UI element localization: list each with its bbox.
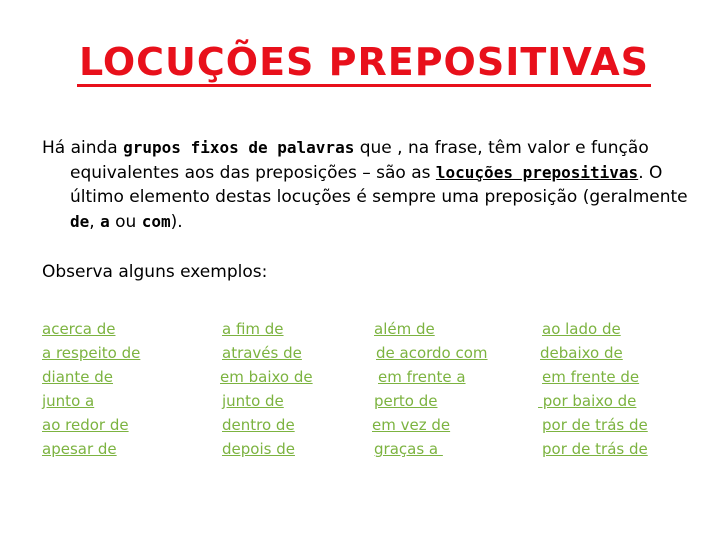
intro-text-3: . O último elemento destas locuções é sempre uma preposição (geralmente <box>70 162 688 207</box>
example-link[interactable]: em vez de <box>372 416 451 434</box>
intro-word-com: com <box>141 211 171 231</box>
example-link[interactable]: a respeito de <box>42 344 141 362</box>
example-link[interactable]: diante de <box>42 368 114 386</box>
example-link[interactable]: a fim de <box>222 320 284 338</box>
observe-heading: Observa alguns exemplos: <box>42 262 268 282</box>
example-link[interactable]: ao redor de <box>42 416 129 434</box>
example-link[interactable]: em frente a <box>378 368 466 386</box>
intro-text-1: Há ainda <box>42 138 124 158</box>
intro-sep-2: ou <box>109 211 142 232</box>
example-link[interactable]: apesar de <box>42 440 117 458</box>
example-link[interactable]: perto de <box>374 392 438 410</box>
example-link[interactable]: ao lado de <box>542 320 621 338</box>
intro-word-a: a <box>100 211 110 231</box>
example-link[interactable]: depois de <box>222 440 295 458</box>
example-link[interactable]: junto de <box>222 392 284 410</box>
example-link[interactable]: em frente de <box>542 368 640 386</box>
slide-title <box>0 40 728 87</box>
intro-strong-2: locuções prepositivas <box>435 162 639 182</box>
example-link[interactable]: por de trás de <box>542 440 648 458</box>
examples-grid <box>42 320 682 460</box>
intro-word-de: de <box>70 211 90 231</box>
example-link[interactable]: debaixo de <box>540 344 623 362</box>
example-link[interactable]: acerca de <box>42 320 116 338</box>
example-link[interactable]: em baixo de <box>220 368 313 386</box>
example-link[interactable]: de acordo com <box>376 344 488 362</box>
intro-paragraph <box>42 136 710 234</box>
intro-sep-1: , <box>89 211 101 232</box>
slide-title-text: LOCUÇÕES PREPOSITIVAS <box>77 40 651 87</box>
example-link[interactable]: graças a <box>374 440 443 458</box>
example-link[interactable]: dentro de <box>222 416 295 434</box>
intro-strong-1: grupos fixos de palavras <box>123 138 355 157</box>
intro-text-2: que , na frase, têm valor e função equivalentes aos das preposições – são as <box>70 138 649 183</box>
example-link[interactable]: por de trás de <box>542 416 648 434</box>
example-link[interactable]: através de <box>222 344 302 362</box>
example-link[interactable]: por baixo de <box>538 392 637 410</box>
example-link[interactable]: além de <box>374 320 435 338</box>
example-link[interactable]: junto a <box>42 392 95 410</box>
intro-text-4: ). <box>170 211 183 232</box>
